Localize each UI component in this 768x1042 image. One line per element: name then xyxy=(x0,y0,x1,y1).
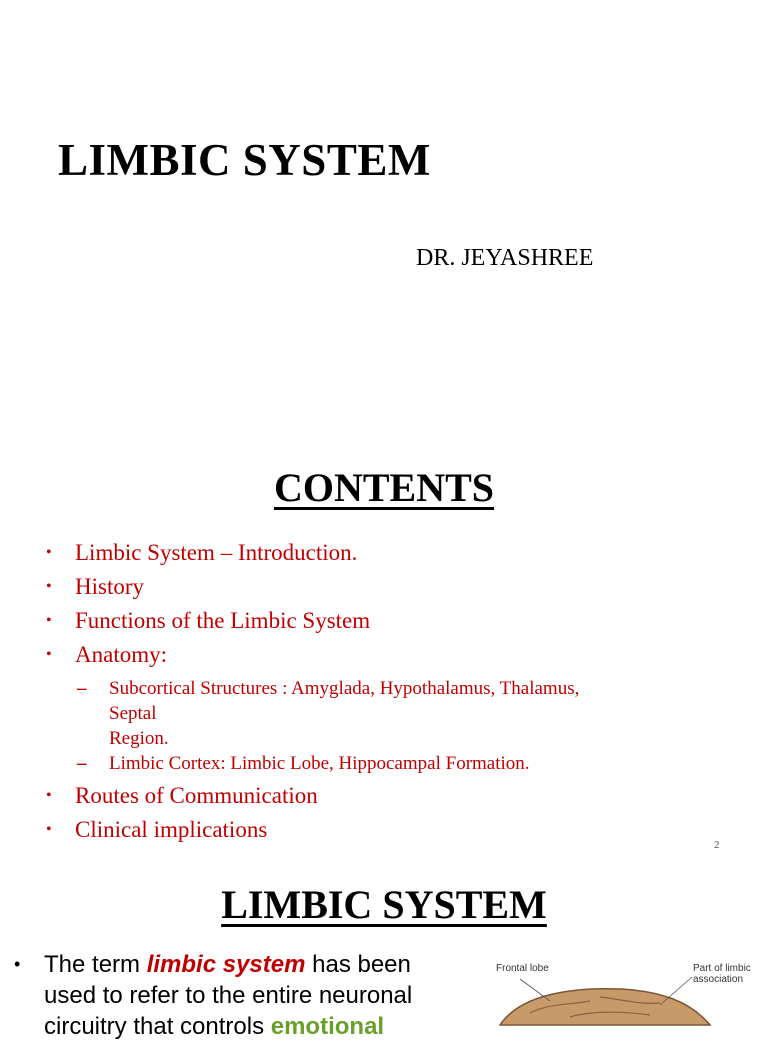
limbic-association-label xyxy=(693,963,751,985)
list-item-label: Anatomy: xyxy=(75,642,167,667)
list-item xyxy=(44,604,694,638)
bullet-icon: • xyxy=(46,612,52,629)
intro-paragraph xyxy=(14,949,454,1042)
intro-text-part: The term xyxy=(44,951,147,978)
title-slide xyxy=(0,0,768,430)
contents-list xyxy=(44,536,694,847)
sub-list-item xyxy=(75,676,694,751)
list-item xyxy=(44,779,694,813)
emphasis-word: emotional xyxy=(270,1013,385,1040)
bullet-icon: • xyxy=(46,578,52,595)
page-number: 2 xyxy=(714,839,720,851)
list-item xyxy=(44,813,694,847)
list-item xyxy=(44,536,694,570)
sub-list-item xyxy=(75,751,694,776)
list-item-label: History xyxy=(75,574,144,599)
list-item-label: Limbic System – Introduction. xyxy=(75,540,358,565)
author-name: DR. JEYASHREE xyxy=(416,245,594,271)
dash-icon: – xyxy=(77,678,87,699)
frontal-lobe-label: Frontal lobe xyxy=(496,963,549,974)
list-item xyxy=(44,638,694,672)
emphasis-term: limbic system xyxy=(146,951,306,978)
bullet-icon: • xyxy=(14,954,21,974)
bullet-icon: • xyxy=(46,544,52,561)
sub-item-line: Region. xyxy=(109,728,169,749)
label-line: association xyxy=(693,974,744,985)
intro-text xyxy=(14,949,454,1042)
dash-icon: – xyxy=(77,753,87,774)
list-item-label: Functions of the Limbic System xyxy=(75,608,371,633)
slide-heading-text: LIMBIC SYSTEM xyxy=(221,882,547,927)
list-item xyxy=(44,570,694,604)
sub-item-line: Limbic Cortex: Limbic Lobe, Hippocampal Formation. xyxy=(109,753,530,774)
limbic-system-slide xyxy=(0,860,768,1040)
bullet-icon: • xyxy=(46,821,52,838)
list-item-label: Clinical implications xyxy=(75,817,268,842)
slide-title: LIMBIC SYSTEM xyxy=(58,135,431,185)
bullet-icon: • xyxy=(46,646,52,663)
sub-item-line: Septal xyxy=(109,703,157,724)
sub-item-line: Subcortical Structures : Amyglada, Hypothalamus, Thalamus, xyxy=(109,678,580,699)
contents-heading-text: CONTENTS xyxy=(273,465,495,510)
bullet-icon: • xyxy=(46,787,52,804)
intro-text-part: has been used to refer to the entire neuronal circuitry that controls xyxy=(44,951,413,1040)
contents-slide xyxy=(0,430,768,860)
contents-heading xyxy=(0,465,768,510)
list-item-label: Routes of Communication xyxy=(75,783,318,808)
brain-figure xyxy=(460,965,768,1025)
label-line: Part of limbic xyxy=(693,963,751,974)
slide-heading xyxy=(0,882,768,927)
